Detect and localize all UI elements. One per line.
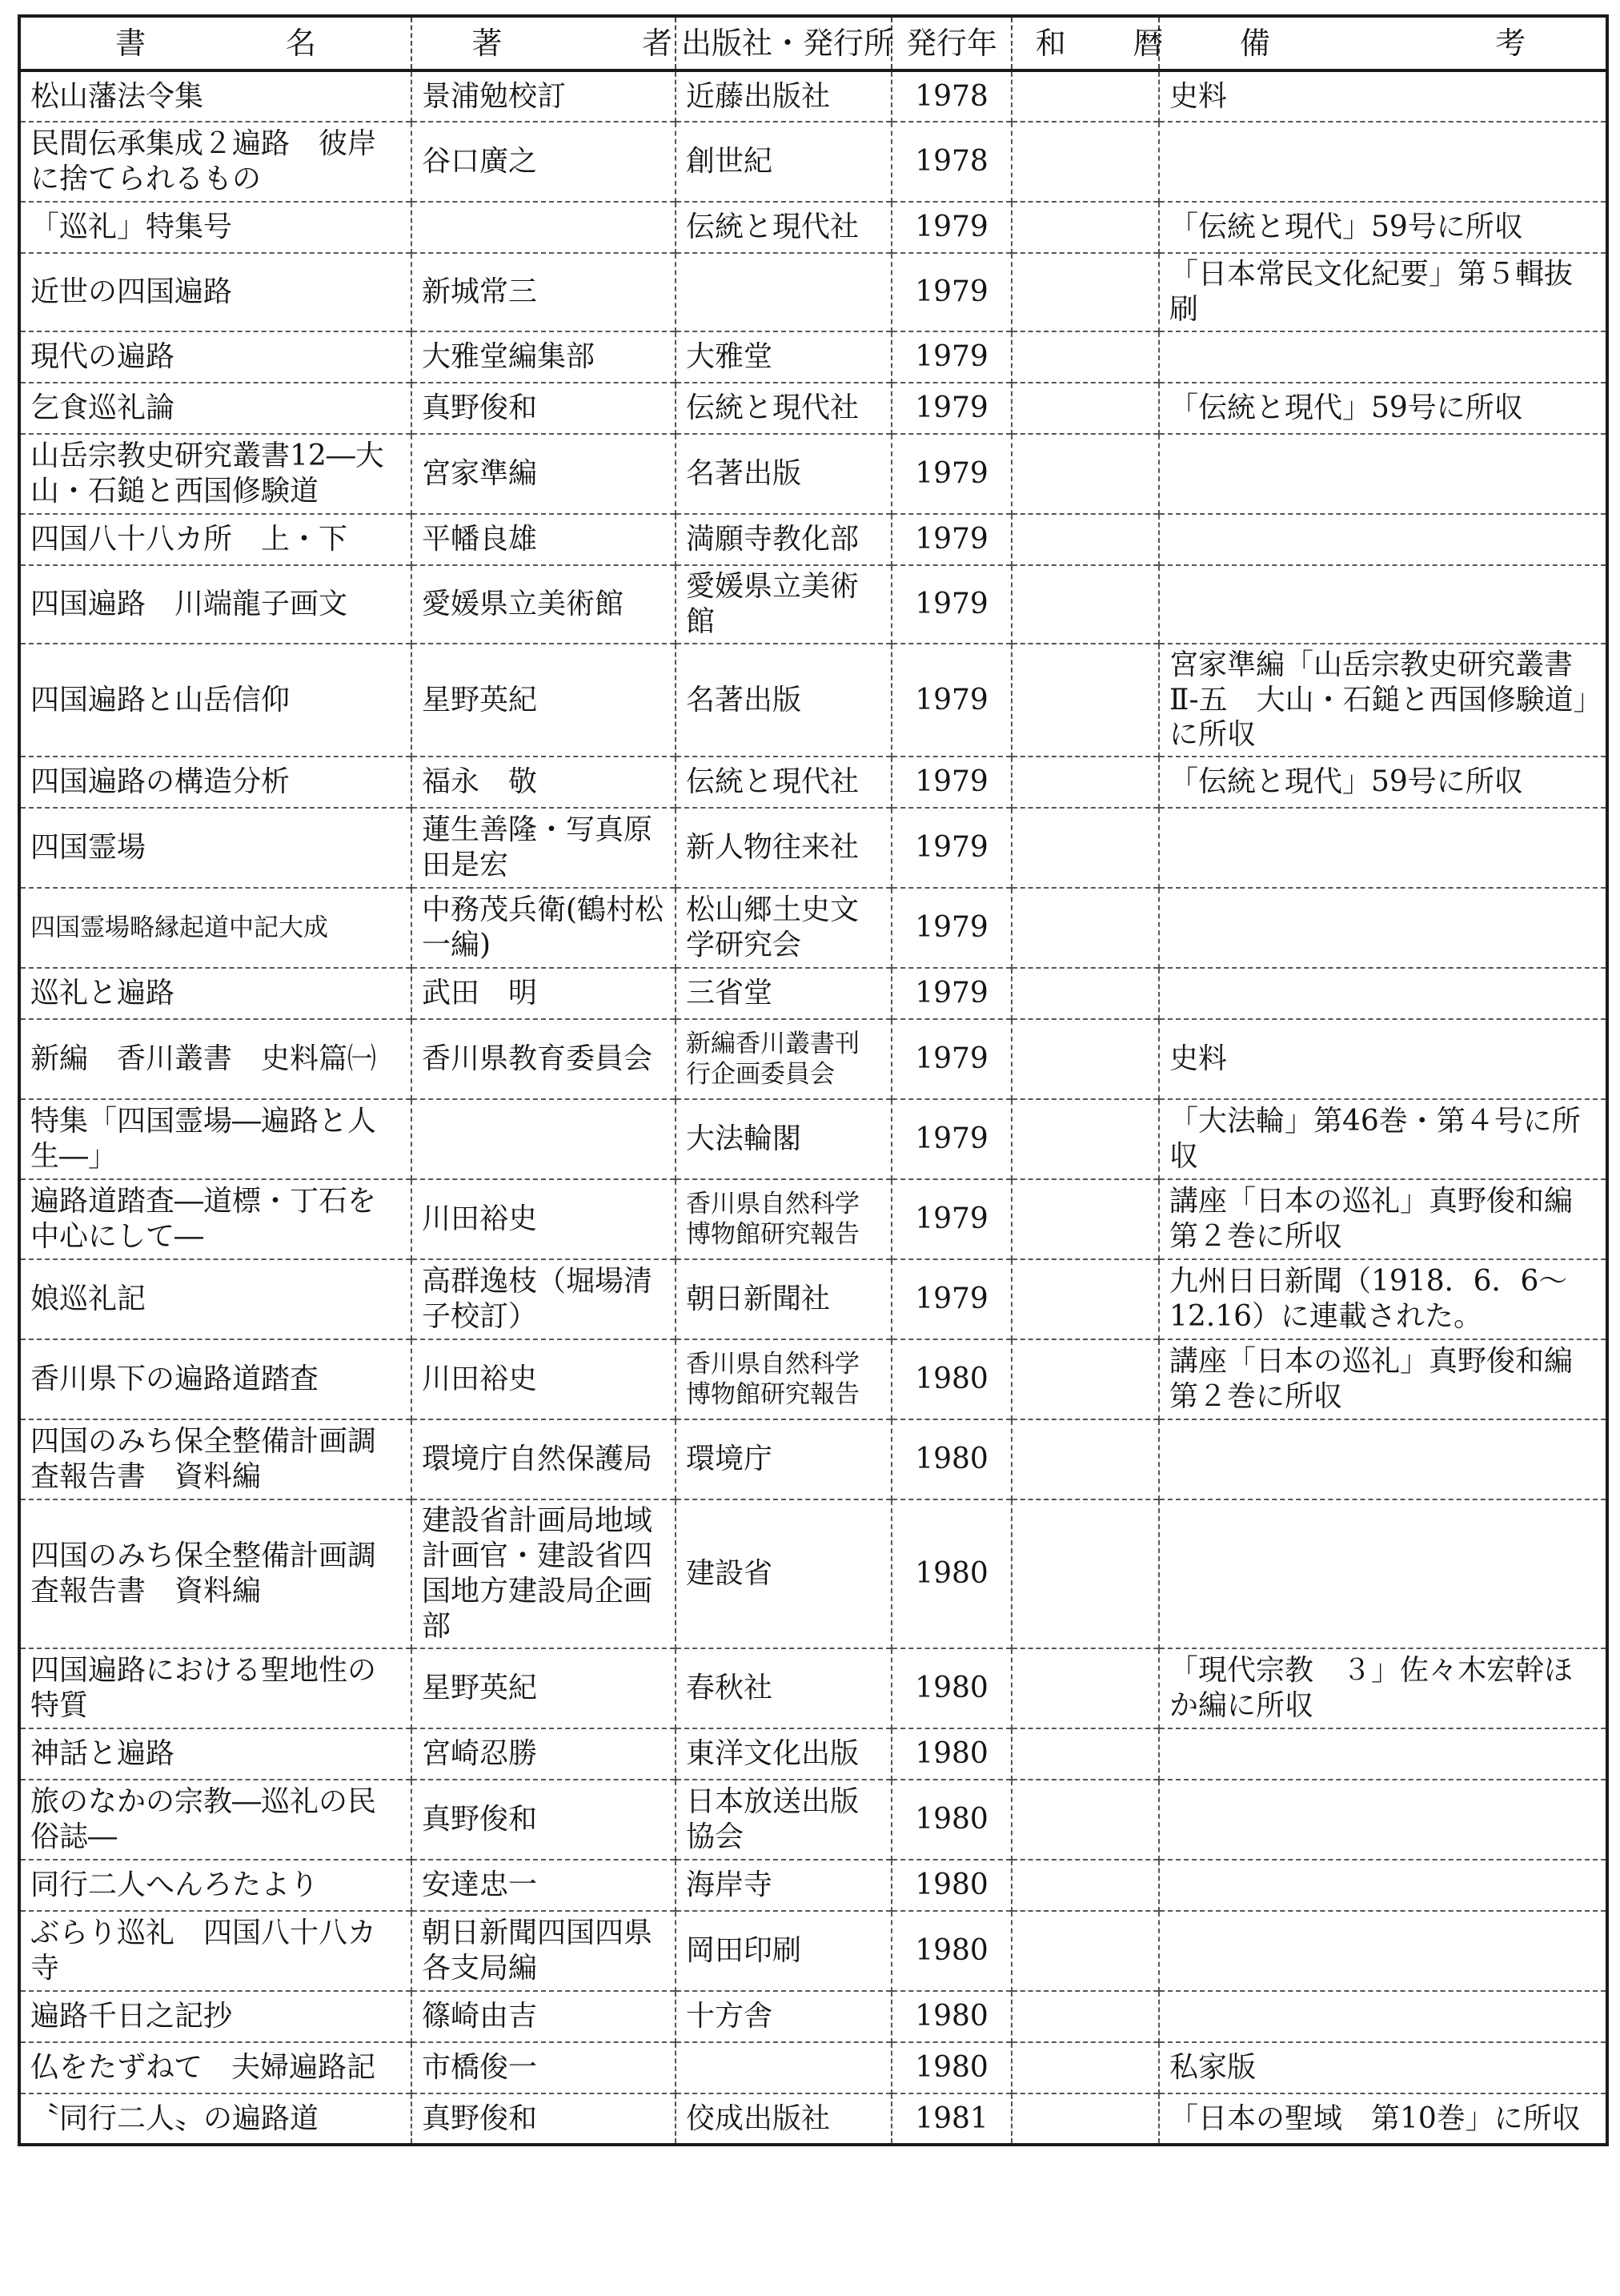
cell-title: 松山藩法令集 (30, 79, 204, 113)
cell-author: 市橋俊一 (411, 2042, 676, 2093)
table-row (19, 565, 1607, 644)
cell-wareki (1012, 1259, 1159, 1339)
cell-notes (1159, 808, 1607, 888)
cell-title: 神話と遍路 (19, 1728, 411, 1780)
cell-title: 「巡礼」特集号 (19, 202, 411, 253)
cell-wareki (1012, 1499, 1159, 1648)
cell-title: 同行二人へんろたより (19, 1860, 411, 1911)
cell-publisher: 伝統と現代社 (676, 757, 892, 808)
cell-author: 高群逸枝（堀場清子校訂） (411, 1259, 676, 1339)
cell-notes: 「大法輪」第46巻・第４号に所収 (1159, 1099, 1607, 1179)
cell-author (411, 202, 676, 253)
cell-publisher: 三省堂 (676, 968, 892, 1019)
cell-notes (1159, 1499, 1607, 1648)
cell-title: 特集「四国霊場―遍路と人生―」 (19, 1099, 411, 1179)
table-row (19, 1648, 1607, 1728)
bibliography-table (18, 14, 1609, 2146)
cell-title: ぶらり巡礼 四国八十八カ寺 (19, 1911, 411, 1991)
table-row (19, 1728, 1607, 1780)
cell-title: 四国のみち保全整備計画調査報告書 資料編 (19, 1499, 411, 1648)
cell-wareki (1012, 968, 1159, 1019)
table-row (19, 644, 1607, 757)
cell-wareki (1012, 1099, 1159, 1179)
cell-publisher: 東洋文化出版 (676, 1728, 892, 1780)
cell-publisher: 佼成出版社 (676, 2093, 892, 2145)
cell-wareki (1012, 1780, 1159, 1860)
cell-wareki (1012, 1339, 1159, 1419)
cell-publisher: 愛媛県立美術館 (676, 565, 892, 644)
cell-author (411, 1099, 676, 1179)
cell-title: 近世の四国遍路 (19, 253, 411, 331)
cell-author: 景浦勉校訂 (411, 70, 676, 122)
cell-wareki (1012, 2093, 1159, 2145)
cell-notes (1159, 1419, 1607, 1499)
cell-notes (1159, 514, 1607, 565)
table-row (19, 757, 1607, 808)
table-row (19, 968, 1607, 1019)
header-row (19, 16, 1607, 70)
table-row (19, 2042, 1607, 2093)
cell-year: 1979 (892, 383, 1012, 434)
cell-author: 真野俊和 (411, 2093, 676, 2145)
cell-author: 蓮生善隆・写真原田是宏 (411, 808, 676, 888)
cell-notes: 講座「日本の巡礼」真野俊和編第２巻に所収 (1159, 1339, 1607, 1419)
cell-year: 1980 (892, 1991, 1012, 2042)
cell-publisher: 満願寺教化部 (676, 514, 892, 565)
cell-wareki (1012, 383, 1159, 434)
cell-year: 1980 (892, 1780, 1012, 1860)
cell-author: 谷口廣之 (411, 122, 676, 202)
header-notes: 備 考 (1159, 16, 1607, 70)
cell-title: 新編 香川叢書 史料篇㈠ (19, 1019, 411, 1099)
cell-publisher: 香川県自然科学博物館研究報告 (676, 1179, 892, 1259)
cell-year: 1979 (892, 1019, 1012, 1099)
cell-publisher: 伝統と現代社 (676, 383, 892, 434)
table-row (19, 888, 1607, 968)
cell-year: 1979 (892, 331, 1012, 383)
cell-notes: 講座「日本の巡礼」真野俊和編第２巻に所収 (1159, 1179, 1607, 1259)
cell-publisher: 名著出版 (676, 434, 892, 514)
cell-wareki (1012, 1419, 1159, 1499)
cell-year: 1980 (892, 1339, 1012, 1419)
cell-notes: 「伝統と現代」59号に所収 (1159, 383, 1607, 434)
cell-author: 篠崎由吉 (411, 1991, 676, 2042)
cell-year: 1978 (892, 122, 1012, 202)
cell-title: 四国霊場略縁起道中記大成 (19, 888, 411, 968)
cell-wareki (1012, 1019, 1159, 1099)
cell-title: 娘巡礼記 (19, 1259, 411, 1339)
table-row (19, 808, 1607, 888)
cell-wareki (1012, 514, 1159, 565)
cell-wareki (1012, 434, 1159, 514)
cell-publisher: 伝統と現代社 (676, 202, 892, 253)
cell-notes (1159, 1780, 1607, 1860)
cell-notes (1159, 968, 1607, 1019)
cell-title: 四国遍路 川端龍子画文 (19, 565, 411, 644)
cell-publisher: 松山郷土史文学研究会 (676, 888, 892, 968)
cell-notes (1159, 434, 1607, 514)
cell-year: 1979 (892, 888, 1012, 968)
table-row (19, 202, 1607, 253)
cell-author: 安達忠一 (411, 1860, 676, 1911)
table-row (19, 1499, 1607, 1648)
cell-wareki (1012, 1860, 1159, 1911)
cell-title: 四国遍路における聖地性の特質 (19, 1648, 411, 1728)
cell-title: 香川県下の遍路道踏査 (19, 1339, 411, 1419)
cell-notes (1159, 888, 1607, 968)
cell-year: 1979 (892, 968, 1012, 1019)
cell-publisher: 環境庁 (676, 1419, 892, 1499)
cell-wareki (1012, 1648, 1159, 1728)
cell-wareki (1012, 122, 1159, 202)
table-row (19, 1419, 1607, 1499)
table-row (19, 1099, 1607, 1179)
cell-notes: 史料 (1159, 70, 1607, 122)
cell-publisher: 大法輪閣 (676, 1099, 892, 1179)
cell-year: 1979 (892, 644, 1012, 757)
cell-publisher: 新編香川叢書刊行企画委員会 (676, 1019, 892, 1099)
cell-publisher: 十方舎 (676, 1991, 892, 2042)
cell-title: 旅のなかの宗教―巡礼の民俗誌― (19, 1780, 411, 1860)
table-row (19, 1259, 1607, 1339)
cell-title: 四国遍路の構造分析 (19, 757, 411, 808)
cell-publisher: 香川県自然科学博物館研究報告 (676, 1339, 892, 1419)
cell-year: 1980 (892, 1419, 1012, 1499)
cell-wareki (1012, 331, 1159, 383)
cell-title: 乞食巡礼論 (19, 383, 411, 434)
cell-title: 山岳宗教史研究叢書12―大山・石鎚と西国修験道 (19, 434, 411, 514)
cell-year: 1979 (892, 808, 1012, 888)
cell-year: 1979 (892, 1099, 1012, 1179)
cell-title: 遍路千日之記抄 (19, 1991, 411, 2042)
cell-author: 建設省計画局地域計画官・建設省四国地方建設局企画部 (411, 1499, 676, 1648)
cell-wareki (1012, 1728, 1159, 1780)
cell-year: 1979 (892, 434, 1012, 514)
cell-publisher: 新人物往来社 (676, 808, 892, 888)
cell-notes: 「伝統と現代」59号に所収 (1159, 202, 1607, 253)
cell-notes: 私家版 (1159, 2042, 1607, 2093)
header-author: 著 者 (411, 16, 676, 70)
table-row (19, 1860, 1607, 1911)
cell-year: 1981 (892, 2093, 1012, 2145)
cell-wareki (1012, 202, 1159, 253)
cell-author: 大雅堂編集部 (411, 331, 676, 383)
table-row (19, 1780, 1607, 1860)
cell-publisher: 海岸寺 (676, 1860, 892, 1911)
cell-notes: 宮家準編「山岳宗教史研究叢書Ⅱ-五 大山・石鎚と西国修験道」に所収 (1159, 644, 1607, 757)
cell-author: 愛媛県立美術館 (411, 565, 676, 644)
cell-publisher: 日本放送出版協会 (676, 1780, 892, 1860)
cell-title: 現代の遍路 (19, 331, 411, 383)
cell-year: 1979 (892, 514, 1012, 565)
cell-author: 川田裕史 (411, 1179, 676, 1259)
header-year: 発行年 (892, 16, 1012, 70)
cell-author: 星野英紀 (411, 644, 676, 757)
cell-notes: 「日本の聖域 第10巻」に所収 (1159, 2093, 1607, 2145)
cell-year: 1980 (892, 1499, 1012, 1648)
cell-notes: 史料 (1159, 1019, 1607, 1099)
cell-notes: 「現代宗教 ３」佐々木宏幹ほか編に所収 (1159, 1648, 1607, 1728)
cell-notes: 「日本常民文化紀要」第５輯抜刷 (1159, 253, 1607, 331)
cell-year: 1980 (892, 1728, 1012, 1780)
cell-title: 四国遍路と山岳信仰 (19, 644, 411, 757)
cell-title: 民間伝承集成２遍路 彼岸に捨てられるもの (19, 122, 411, 202)
cell-wareki (1012, 1179, 1159, 1259)
cell-wareki (1012, 1911, 1159, 1991)
table-row (19, 253, 1607, 331)
table-row (19, 1019, 1607, 1099)
cell-title: 四国霊場 (19, 808, 411, 888)
cell-title: 四国八十八カ所 上・下 (19, 514, 411, 565)
table-row (19, 331, 1607, 383)
table-row (19, 122, 1607, 202)
cell-year: 1979 (892, 1259, 1012, 1339)
cell-year: 1980 (892, 2042, 1012, 2093)
table-row (19, 1179, 1607, 1259)
header-title: 書 名 (19, 16, 411, 70)
table-row (19, 2093, 1607, 2145)
cell-year: 1980 (892, 1860, 1012, 1911)
cell-publisher: 朝日新聞社 (676, 1259, 892, 1339)
cell-publisher: 建設省 (676, 1499, 892, 1648)
cell-wareki (1012, 565, 1159, 644)
cell-notes: 九州日日新聞（1918．6．6～12.16）に連載された。 (1159, 1259, 1607, 1339)
cell-wareki (1012, 644, 1159, 757)
cell-wareki (1012, 757, 1159, 808)
cell-title: 〝同行二人〟の遍路道 (19, 2093, 411, 2145)
table-row (19, 70, 1607, 122)
header-wareki: 和 暦 (1012, 16, 1159, 70)
cell-title: 巡礼と遍路 (19, 968, 411, 1019)
cell-notes (1159, 1728, 1607, 1780)
cell-title: 仏をたずねて 夫婦遍路記 (19, 2042, 411, 2093)
cell-wareki (1012, 808, 1159, 888)
cell-notes (1159, 565, 1607, 644)
cell-author: 星野英紀 (411, 1648, 676, 1728)
cell-notes (1159, 1860, 1607, 1911)
table-row (19, 383, 1607, 434)
cell-author: 真野俊和 (411, 383, 676, 434)
cell-author: 平幡良雄 (411, 514, 676, 565)
cell-year: 1979 (892, 757, 1012, 808)
cell-publisher: 春秋社 (676, 1648, 892, 1728)
cell-wareki (1012, 2042, 1159, 2093)
cell-notes: 「伝統と現代」59号に所収 (1159, 757, 1607, 808)
cell-author: 武田 明 (411, 968, 676, 1019)
cell-publisher: 大雅堂 (676, 331, 892, 383)
cell-year: 1978 (892, 70, 1012, 122)
table-body (19, 70, 1607, 2145)
cell-wareki (1012, 70, 1159, 122)
cell-notes (1159, 1991, 1607, 2042)
cell-title: 遍路道踏査―道標・丁石を中心にして― (19, 1179, 411, 1259)
table-row (19, 434, 1607, 514)
table-row (19, 1991, 1607, 2042)
table-row (19, 1339, 1607, 1419)
cell-year: 1980 (892, 1648, 1012, 1728)
cell-wareki (1012, 888, 1159, 968)
cell-author: 新城常三 (411, 253, 676, 331)
cell-publisher: 名著出版 (676, 644, 892, 757)
cell-author: 真野俊和 (411, 1780, 676, 1860)
cell-title: 四国のみち保全整備計画調査報告書 資料編 (19, 1419, 411, 1499)
cell-publisher: 岡田印刷 (676, 1911, 892, 1991)
cell-year: 1979 (892, 253, 1012, 331)
header-publisher: 出版社・発行所 (676, 16, 892, 70)
cell-publisher (676, 253, 892, 331)
cell-author: 川田裕史 (411, 1339, 676, 1419)
cell-author: 福永 敬 (411, 757, 676, 808)
cell-notes (1159, 331, 1607, 383)
cell-year: 1979 (892, 1179, 1012, 1259)
cell-wareki (1012, 1991, 1159, 2042)
cell-notes (1159, 1911, 1607, 1991)
cell-publisher: 創世紀 (676, 122, 892, 202)
cell-author: 宮崎忍勝 (411, 1728, 676, 1780)
cell-author: 香川県教育委員会 (411, 1019, 676, 1099)
cell-year: 1980 (892, 1911, 1012, 1991)
cell-author: 宮家準編 (411, 434, 676, 514)
cell-wareki (1012, 253, 1159, 331)
table-row (19, 1911, 1607, 1991)
cell-author: 環境庁自然保護局 (411, 1419, 676, 1499)
cell-publisher: 近藤出版社 (676, 70, 892, 122)
cell-year: 1979 (892, 202, 1012, 253)
cell-notes (1159, 122, 1607, 202)
cell-author: 中務茂兵衛(鶴村松一編) (411, 888, 676, 968)
cell-publisher (676, 2042, 892, 2093)
cell-year: 1979 (892, 565, 1012, 644)
cell-author: 朝日新聞四国四県各支局編 (411, 1911, 676, 1991)
bibliography-page (18, 14, 1606, 2146)
table-row (19, 514, 1607, 565)
